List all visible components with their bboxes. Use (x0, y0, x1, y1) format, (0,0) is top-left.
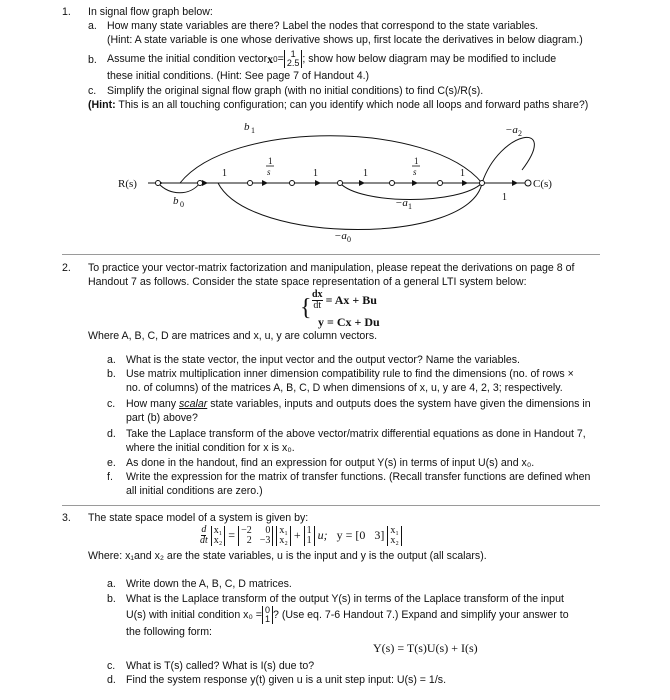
q2-line-2: Handout 7 as follows. Consider the state space representation of a general LTI system below: (88, 276, 527, 288)
q1-title: In signal flow graph below: (88, 6, 213, 18)
q3-x2-b: x₂ (279, 534, 288, 546)
label-c: C(s) (533, 178, 552, 190)
q2-d-text-1: Take the Laplace transform of the above vector/matrix differential equations as done in Handout 7, (126, 428, 586, 440)
q3-y-part: y = [0 3] (336, 528, 385, 542)
q3-a-text: Write down the A, B, C, D matrices. (126, 578, 292, 590)
q3-c-letter: c. (107, 660, 116, 672)
q3-b-vector (304, 526, 315, 546)
q2-eq1-rhs: = Ax + Bu (322, 293, 377, 307)
label-one-out: 1 (502, 192, 507, 203)
q3-m22: −3 (259, 534, 271, 546)
q2-c-letter: c. (107, 398, 116, 410)
q3-b1: 1 (306, 524, 312, 536)
node-4 (290, 181, 295, 186)
label-int2-num: 1 (414, 156, 419, 166)
signal-flow-graph (0, 0, 670, 260)
q3-x1-b: x₁ (279, 524, 288, 536)
q2-c-line-1 (126, 398, 591, 410)
q2-b-letter: b. (107, 368, 116, 380)
q3-b-text-3: the following form: (126, 626, 212, 638)
q3-d-letter: d. (107, 674, 116, 686)
q2-e-text: As done in the handout, find an expression for output Y(s) in terms of input U(s) and x₀. (126, 457, 535, 469)
node-2 (198, 181, 203, 186)
node-5 (338, 181, 343, 186)
q3-u-part: u; (317, 528, 328, 542)
q1-a-text: How many state variables are there? Label the nodes that correspond to the state variables. (107, 20, 539, 32)
q2-eq1-den: dt (313, 300, 322, 311)
label-b0-sub: 0 (180, 200, 184, 209)
label-int1-den: s (267, 167, 271, 177)
q1-b-text-post: ; show how below diagram may be modified to include (302, 53, 557, 65)
label-b1: b (244, 121, 250, 133)
q1-c-text: Simplify the original signal flow graph (with no initial conditions) to find C(s)/R(s). (107, 85, 484, 97)
q3-b2: 1 (306, 534, 312, 546)
q3-b-vec-bottom: 1 (265, 614, 271, 624)
q2-d-letter: d. (107, 428, 116, 440)
q1-b-x0: x (267, 51, 274, 66)
q1-a-hint: (Hint: A state variable is one whose derivative shows up, first locate the derivatives in below diagram.) (107, 34, 583, 46)
q1-b-vec-top: 1 (290, 49, 296, 59)
a1-loop (340, 183, 482, 200)
q1-number: 1. (62, 6, 71, 18)
divider-2 (62, 505, 600, 506)
q2-eq1-frac (312, 290, 323, 311)
q3-x2: x₂ (213, 534, 223, 546)
q1-b-x0-sub: 0 (273, 54, 278, 64)
q2-brace: { (300, 295, 312, 321)
label-one-3: 1 (363, 168, 368, 179)
divider-1 (62, 254, 600, 255)
label-one-1: 1 (222, 168, 227, 179)
node-7 (438, 181, 443, 186)
label-a1-sub: 1 (408, 202, 412, 211)
q2-f-text-1: Write the expression for the matrix of transfer functions. (Recall transfer functions are defined when (126, 471, 591, 483)
q2-b-text-2: no. of columns) of the matrices A, B, C, D when dimensions of x, u, y are 4, 2, 3; respectively. (126, 382, 563, 394)
q1-a-letter: a. (88, 20, 97, 32)
node-3 (248, 181, 253, 186)
label-one-2: 1 (313, 168, 318, 179)
label-b0: b (173, 195, 179, 207)
q2-d-text-2: where the initial condition for x is x₀. (126, 442, 295, 454)
q3-m11: −2 (241, 524, 252, 536)
q3-b-x0-vector (262, 606, 273, 624)
q3-b-text-1: What is the Laplace transform of the output Y(s) in terms of the Laplace transform of the input (126, 593, 564, 605)
label-minus-a0: −a (334, 230, 347, 242)
q2-where: Where A, B, C, D are matrices and x, u, y are column vectors. (88, 330, 378, 342)
q3-x-vector-2 (276, 526, 291, 546)
q2-e-letter: e. (107, 457, 116, 469)
label-minus-a2: −a (505, 124, 518, 136)
q3-d: d (201, 524, 207, 535)
q2-c-text-2: part (b) above? (126, 412, 198, 424)
q2-number: 2. (62, 262, 71, 274)
q2-c-scalar: scalar (178, 398, 208, 410)
q3-x-vector (211, 526, 226, 546)
q1-hint-text: This is an all touching configuration; can you identify which node all loops and forward paths share?) (115, 99, 589, 111)
q3-x1-c: x₁ (390, 524, 399, 536)
q3-a-letter: a. (107, 578, 116, 590)
q3-b-text-2-post: ? (Use eq. 7-6 Handout 7.) Expand and simplify your answer to (273, 609, 569, 621)
q1-b-text-pre: Assume the initial condition vector (107, 53, 268, 65)
q2-line-1: To practice your vector-matrix factorization and manipulation, please repeat the derivations on page 8 of (88, 262, 575, 274)
q1-b-letter: b. (88, 54, 97, 66)
label-int1-num: 1 (268, 156, 273, 166)
b0-arc (158, 183, 200, 193)
q3-title: The state space model of a system is given by: (88, 512, 309, 524)
q3-d-text: Find the system response y(t) given u is a unit step input: U(s) = 1/s. (126, 674, 447, 686)
label-one-4: 1 (460, 168, 465, 179)
q1-b-vec-bottom: 2.5 (286, 58, 300, 68)
q3-a-matrix (238, 526, 273, 546)
q3-b-letter: b. (107, 593, 116, 605)
a2-loop (482, 137, 534, 183)
q3-dt: dt (200, 535, 208, 546)
q3-x2-c: x₂ (390, 534, 399, 546)
q2-f-text-2: all initial conditions are zero.) (126, 485, 263, 497)
node-c (525, 180, 531, 186)
label-int2-den: s (413, 167, 417, 177)
node-6 (390, 181, 395, 186)
q2-eq1-num: dx (312, 289, 323, 300)
q3-b-vec-top: 0 (265, 605, 271, 615)
q3-b-text-2-pre: U(s) with initial condition x₀ = (126, 609, 262, 621)
q3-number: 3. (62, 512, 71, 524)
q1-c-letter: c. (88, 85, 97, 97)
node-8 (480, 181, 485, 186)
q2-b-text-1: Use matrix multiplication inner dimension compatibility rule to find the dimensions (no. of rows × (126, 368, 574, 380)
q3-c-text: What is T(s) called? What is I(s) due to? (126, 660, 315, 672)
label-r: R(s) (118, 178, 137, 190)
q3-where: Where: x₁and x₂ are the state variables, u is the input and y is the output (all scalars). (88, 550, 487, 562)
q1-b-eq: = (277, 53, 284, 65)
q2-c-pre: How many (126, 398, 179, 410)
q2-a-letter: a. (107, 354, 116, 366)
label-minus-a1: −a (395, 197, 408, 209)
q2-eq2: y = Cx + Du (318, 315, 380, 329)
label-a2-sub: 2 (518, 129, 522, 138)
q3-form: Y(s) = T(s)U(s) + I(s) (373, 641, 478, 655)
q3-x-vector-3 (387, 526, 402, 546)
q3-m12: 0 (265, 524, 271, 536)
q2-a-text: What is the state vector, the input vector and the output vector? Name the variables. (126, 354, 520, 366)
q2-c-post: state variables, inputs and outputs does the system have given the dimensions in (207, 398, 591, 410)
q3-ddt (200, 525, 208, 546)
q2-f-letter: f. (107, 471, 113, 483)
node-r (156, 181, 161, 186)
q3-m21: 2 (246, 534, 252, 546)
q3-b-line-2 (126, 606, 569, 624)
label-b1-sub: 1 (251, 126, 255, 135)
label-a0-sub: 0 (347, 235, 351, 244)
q1-b-text-2: these initial conditions. (Hint: See page 7 of Handout 4.) (107, 70, 370, 82)
q3-x1: x₁ (213, 524, 223, 536)
q1-hint-label: (Hint: (88, 99, 116, 111)
q3-state-equation: d dt x₁ x₂ = −2 0 2 −3 x₁ x₂ + 1 1 u; y = [0 3] x₁ x₂ (200, 525, 402, 546)
q2-eq1 (312, 290, 377, 311)
